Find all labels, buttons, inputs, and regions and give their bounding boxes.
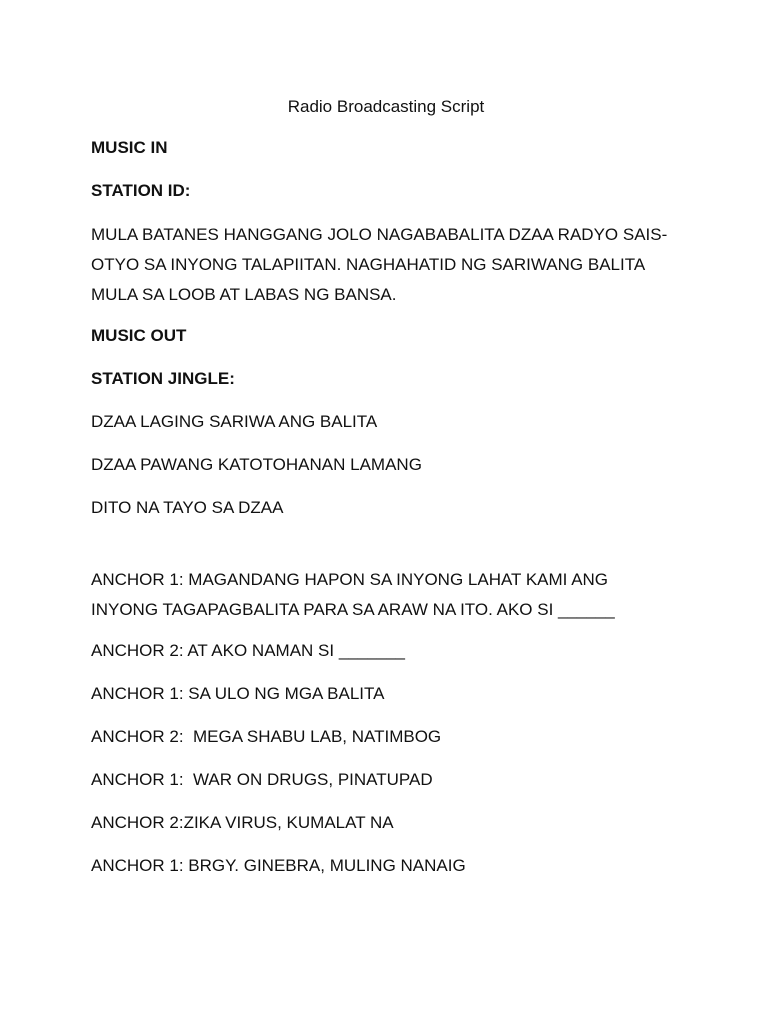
anchor-intro <box>91 565 681 625</box>
station-jingle-label: STATION JINGLE: <box>91 369 235 388</box>
jingle-line: DZAA PAWANG KATOTOHANAN LAMANG <box>91 455 422 474</box>
station-id-line-1: MULA BATANES HANGGANG JOLO NAGABABALITA DZAA RADYO SAIS- <box>91 225 668 244</box>
station-id-line-3: MULA SA LOOB AT LABAS NG BANSA. <box>91 285 397 304</box>
document-title: Radio Broadcasting Script <box>287 97 485 116</box>
music-out-cue: MUSIC OUT <box>91 326 187 345</box>
anchor-line: ANCHOR 1: WAR ON DRUGS, PINATUPAD <box>91 770 433 789</box>
blank-line <box>91 537 681 565</box>
station-id-line-2: OTYO SA INYONG TALAPIITAN. NAGHAHATID NG SARIWANG BALITA <box>91 255 646 274</box>
anchor-line: ANCHOR 1: BRGY. GINEBRA, MULING NANAIG <box>91 856 466 875</box>
anchor-line: ANCHOR 2:ZIKA VIRUS, KUMALAT NA <box>91 813 394 832</box>
station-id-label: STATION ID: <box>91 181 191 200</box>
music-in-cue: MUSIC IN <box>91 138 168 157</box>
jingle-line: DITO NA TAYO SA DZAA <box>91 498 284 517</box>
anchor-intro-line-2: INYONG TAGAPAGBALITA PARA SA ARAW NA ITO. AKO SI ______ <box>91 600 615 619</box>
anchor-line: ANCHOR 2: AT AKO NAMAN SI _______ <box>91 641 406 660</box>
jingle-line: DZAA LAGING SARIWA ANG BALITA <box>91 412 378 431</box>
anchor-intro-line-1: ANCHOR 1: MAGANDANG HAPON SA INYONG LAHAT KAMI ANG <box>91 570 609 589</box>
script-body <box>91 93 681 895</box>
anchor-line: ANCHOR 2: MEGA SHABU LAB, NATIMBOG <box>91 727 442 746</box>
station-id-text <box>91 220 681 310</box>
anchor-line: ANCHOR 1: SA ULO NG MGA BALITA <box>91 684 385 703</box>
